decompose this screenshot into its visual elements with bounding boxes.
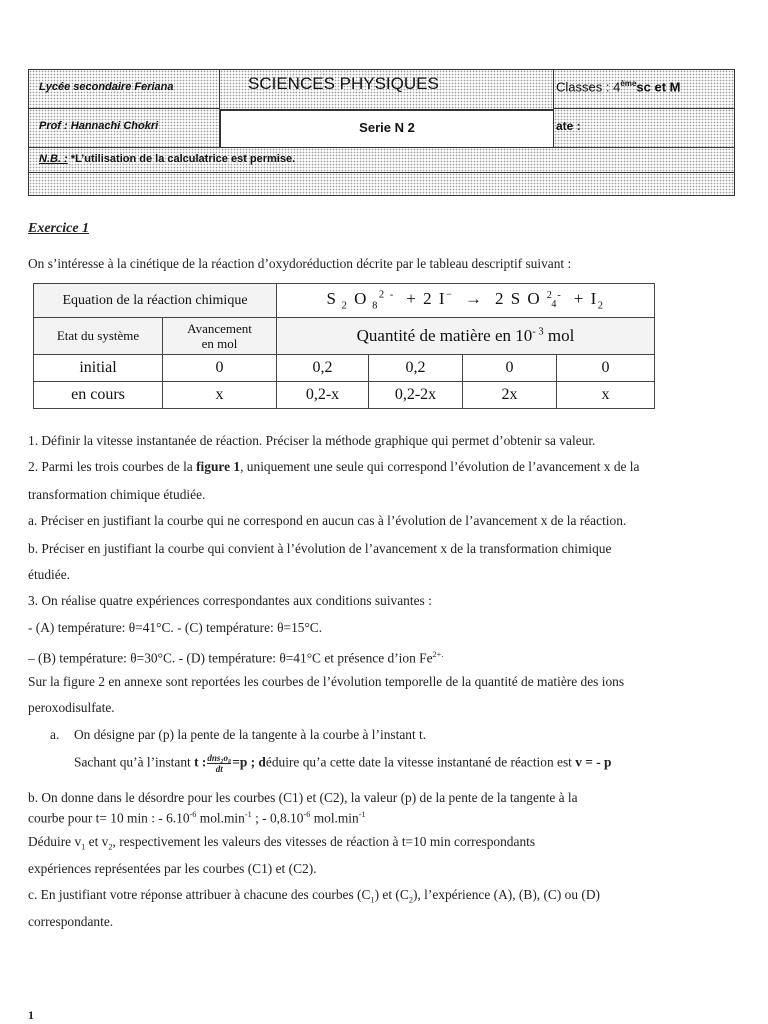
classes-label: Classes : 4èmesc et M: [554, 70, 734, 109]
condition-line-1: - (A) température: θ=41°C. - (C) température: θ=15°C.: [28, 620, 323, 635]
serie-title: Serie N 2: [220, 110, 554, 148]
reaction-equation: S $_2$ O $_8^{2 -}$ + 2 I− → 2 S O 2 - 4 + $I_2$: [277, 284, 655, 318]
derivative-fraction: $\frac{\text{dns₂o₈}}{dt}$: [207, 753, 232, 774]
question-3b-values: courbe pour t= 10 min : - $6.10^{-6}$ $mol.\min^{-1}$ ; - $0,8.10^{-6}$ $mol.\min^{-1}$: [28, 810, 366, 826]
equation-label: Equation de la réaction chimique: [34, 284, 277, 318]
quantity-label: Quantité de matière en $10^{- 3}$ mol: [277, 318, 655, 355]
figure-2-text: Sur la figure 2 en annexe sont reportées les courbes de l’évolution temporelle de la quantité de matière des ions: [28, 674, 625, 689]
question-2b-cont: étudiée.: [28, 567, 71, 582]
nb-label: N.B. :: [39, 153, 68, 165]
question-3a-label: a.: [50, 727, 60, 742]
question-3: 3. On réalise quatre expériences correspondantes aux conditions suivantes :: [28, 593, 432, 608]
state-label: Etat du système: [34, 318, 163, 355]
question-3b-cont: expériences représentées par les courbes (C1) et (C2).: [28, 861, 317, 876]
subject-title: SCIENCES PHYSIQUES: [220, 70, 554, 110]
header-blank-row: [29, 173, 734, 195]
question-3b-deduce: Déduire $v_1$ et $v_2$, respectivement les valeurs des vitesses de réaction à t=10 min correspondants: [28, 834, 536, 852]
header-box: [28, 69, 735, 196]
table-row: en cours x 0,2-x 0,2-2x 2x x: [34, 382, 655, 409]
reaction-table: [33, 283, 655, 409]
date-label: ate :: [554, 109, 734, 148]
page-number: 1: [28, 1008, 34, 1022]
question-1: 1. Définir la vitesse instantanée de réaction. Préciser la méthode graphique qui permet d’obtenir sa valeur.: [28, 433, 596, 448]
exercise-intro: On s’intéresse à la cinétique de la réaction d’oxydoréduction décrite par le tableau descriptif suivant :: [28, 256, 572, 271]
question-2-cont: transformation chimique étudiée.: [28, 487, 206, 502]
teacher-name: Prof : Hannachi Chokri: [29, 109, 220, 148]
question-3c: c. En justifiant votre réponse attribuer à chacune des courbes $(C_1)$ et $(C_2)$, l’expérience (A), (B), (C) ou (D): [28, 887, 601, 905]
advancement-label: Avancement en mol: [163, 318, 277, 355]
question-2: 2. Parmi les trois courbes de la figure 1, uniquement une seule qui correspond l’évolution de l’avancement x de la: [28, 459, 640, 474]
question-3a-formula: Sachant qu’à l’instant t : $\frac{\text{dns₂o₈}}{dt}$ =p ; déduire qu’a cette date la vitesse instantané de réaction est v = - p: [74, 753, 612, 774]
question-3a: On désigne par (p) la pente de la tangente à la courbe à l’instant t.: [74, 727, 427, 742]
nb-note: [29, 148, 734, 173]
school-name: Lycée secondaire Feriana: [29, 70, 220, 109]
figure-2-text-cont: peroxodisulfate.: [28, 700, 115, 715]
condition-line-2: – (B) température: θ=30°C. - (D) température: θ=41°C et présence d’ion $Fe^{2+.}$: [28, 650, 444, 666]
question-2a: a. Préciser en justifiant la courbe qui ne correspond en aucun cas à l’évolution de l’avancement x de la réaction.: [28, 513, 627, 528]
question-3b: b. On donne dans le désordre pour les courbes (C1) et (C2), la valeur (p) de la pente de la tangente à la: [28, 790, 578, 805]
question-3c-cont: correspondante.: [28, 914, 114, 929]
table-row: initial 0 0,2 0,2 0 0: [34, 355, 655, 382]
exercise-title: Exercice 1: [28, 221, 90, 236]
question-2b: b. Préciser en justifiant la courbe qui convient à l’évolution de l’avancement x de la transformation chimique: [28, 541, 612, 556]
nb-text: *L’utilisation de la calculatrice est permise.: [67, 153, 296, 165]
